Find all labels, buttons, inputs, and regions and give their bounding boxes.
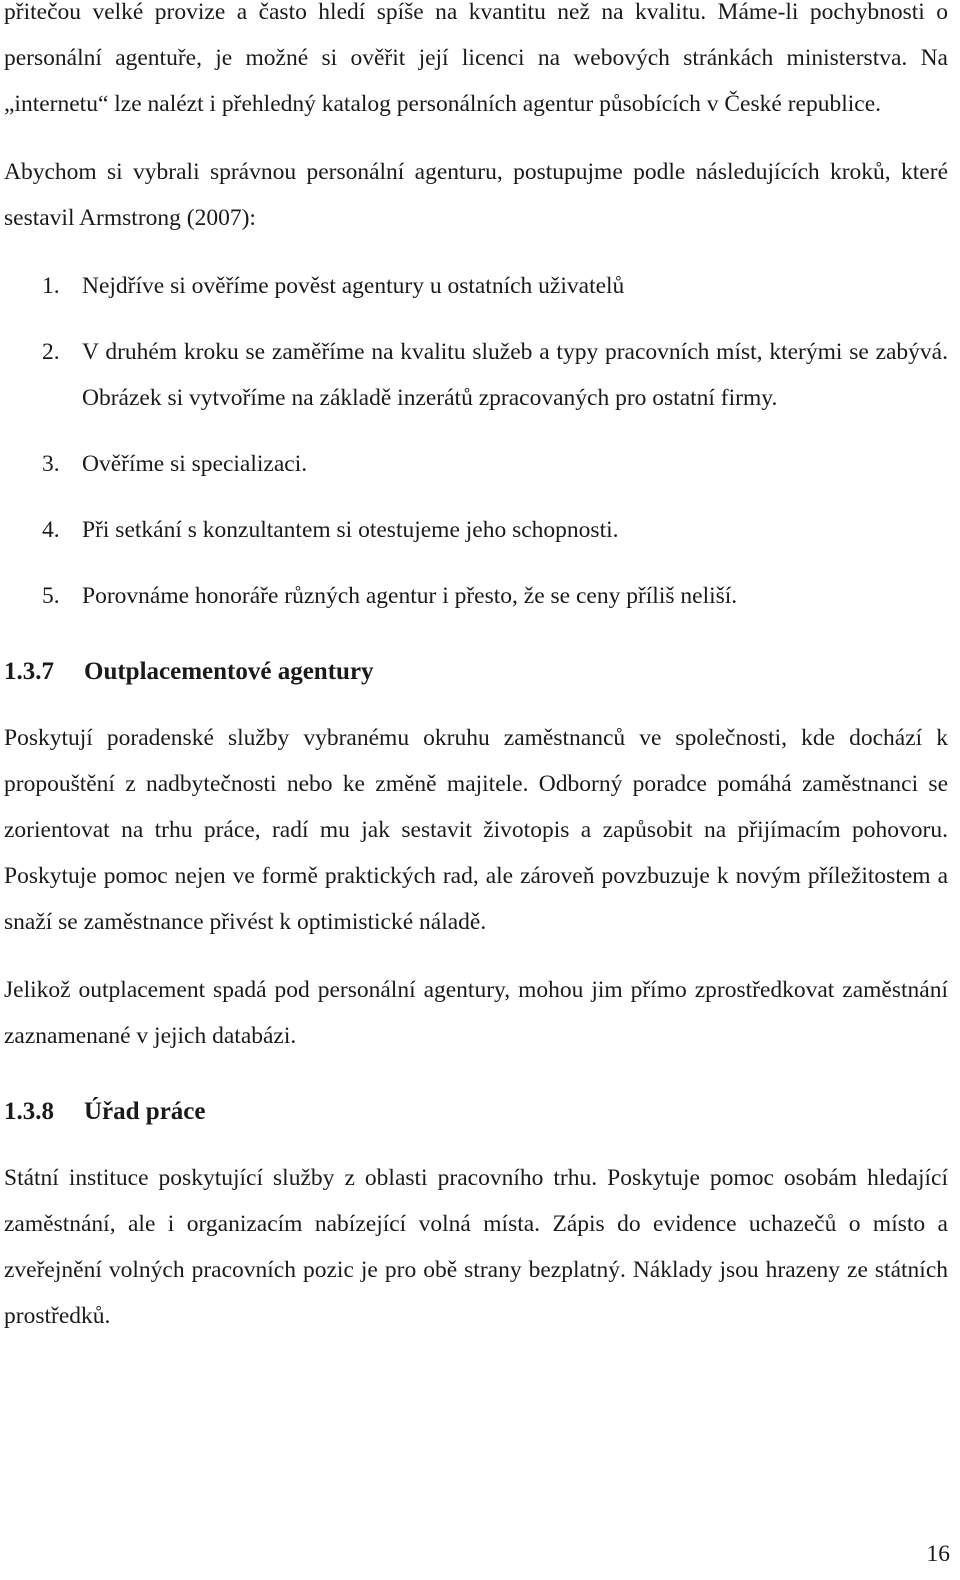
list-item-text: Nejdříve si ověříme pověst agentury u ostatních uživatelů xyxy=(82,273,625,299)
list-item-number: 3. xyxy=(42,451,60,477)
document-page xyxy=(4,0,948,1339)
section-number: 1.3.8 xyxy=(4,1098,54,1125)
section-number: 1.3.7 xyxy=(4,658,54,685)
list-item-number: 4. xyxy=(42,517,60,543)
paragraph-outplacement-services: Poskytují poradenské služby vybranému okruhu zaměstnanců ve společnosti, kde dochází k propouštění z nadbytečnosti nebo ke změně majitele. Odborný poradce pomáhá zaměstnanci se zorientovat na trhu práce, radí mu jak sestavit životopis a zapůsobit na přijímacím pohovoru. Poskytuje pomoc nejen ve formě praktických rad, ale zároveň povzbuzuje k novým příležitostem a snaží se zaměstnance přivést k optimistické náladě. xyxy=(4,725,948,935)
paragraph-labour-office: Státní instituce poskytující služby z oblasti pracovního trhu. Poskytuje pomoc osobám hledající zaměstnání, ale i organizacím nabízející volná místa. Zápis do evidence uchazečů o místo a zveřejnění volných pracovních pozic je pro obě strany bezplatný. Náklady jsou hrazeny ze státních prostředků. xyxy=(4,1165,948,1329)
steps-list xyxy=(4,263,948,619)
list-item-text: Při setkání s konzultantem si otestujeme jeho schopnosti. xyxy=(82,517,619,543)
list-item-text: Porovnáme honoráře různých agentur i přesto, že se ceny příliš neliší. xyxy=(82,583,738,609)
list-item xyxy=(4,329,948,421)
list-item xyxy=(4,507,948,553)
list-item-text: Ověříme si specializaci. xyxy=(82,451,308,477)
paragraph-armstrong-steps-intro: Abychom si vybrali správnou personální agenturu, postupujme podle následujících kroků, které sestavil Armstrong (2007): xyxy=(4,159,948,231)
section-heading-labour-office xyxy=(4,1089,948,1135)
list-item xyxy=(4,263,948,309)
page-number: 16 xyxy=(926,1541,950,1567)
list-item-number: 1. xyxy=(42,273,60,299)
list-item-number: 2. xyxy=(42,339,60,365)
paragraph-agency-provisions: přitečou velké provize a často hledí spíše na kvantitu než na kvalitu. Máme-li pochybnosti o personální agentuře, je možné si ověřit její licenci na webových stránkách ministerstva. Na „internetu“ lze nalézt i přehledný katalog personálních agentur působících v České republice. xyxy=(4,0,948,117)
list-item xyxy=(4,441,948,487)
section-title: Úřad práce xyxy=(84,1098,206,1125)
list-item-text: V druhém kroku se zaměříme na kvalitu služeb a typy pracovních míst, kterými se zabývá. Obrázek si vytvoříme na základě inzerátů zpracovaných pro ostatní firmy. xyxy=(82,339,948,411)
section-title: Outplacementové agentury xyxy=(84,658,374,685)
section-heading-outplacement xyxy=(4,649,948,695)
list-item-number: 5. xyxy=(42,583,60,609)
paragraph-outplacement-databases: Jelikož outplacement spadá pod personální agentury, mohou jim přímo zprostředkovat zaměstnání zaznamenané v jejich databázi. xyxy=(4,977,948,1049)
list-item xyxy=(4,573,948,619)
